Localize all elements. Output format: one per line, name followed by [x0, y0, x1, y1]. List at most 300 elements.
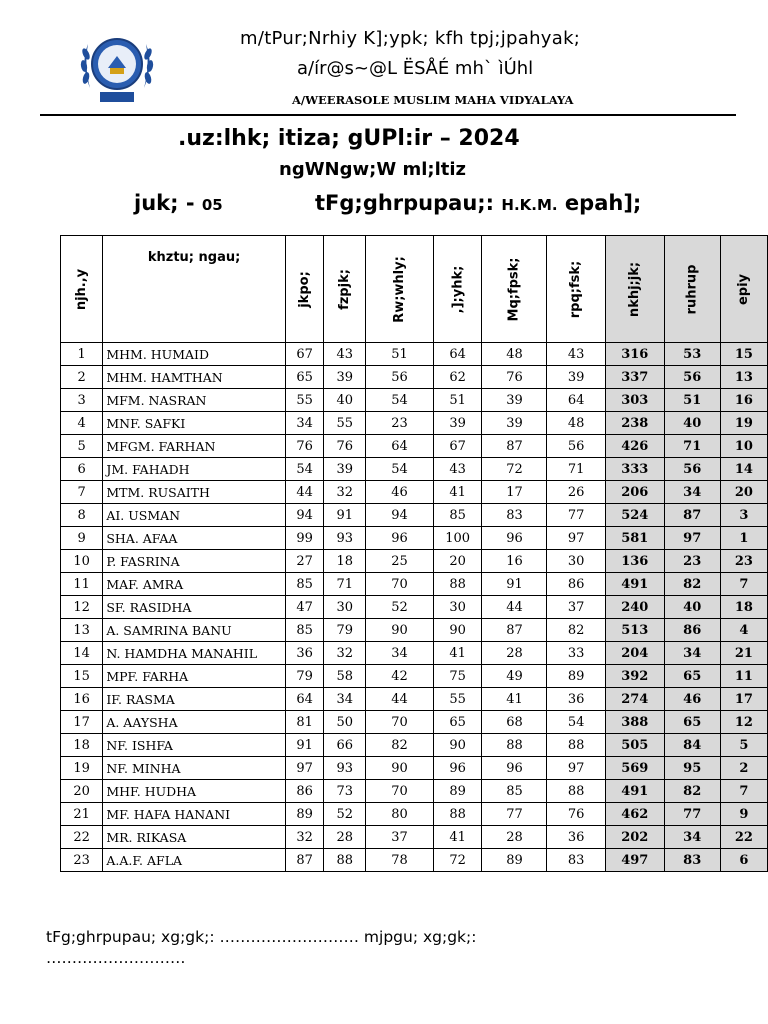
mark-cell: 46: [366, 481, 434, 504]
table-row: [61, 504, 768, 527]
mark-cell: 55: [285, 389, 324, 412]
mark-cell: 67: [433, 435, 482, 458]
mark-cell: 51: [433, 389, 482, 412]
table-row: [61, 849, 768, 872]
row-number-cell: 3: [61, 389, 103, 412]
mark-cell: 51: [366, 343, 434, 366]
mark-cell: 30: [547, 550, 605, 573]
total-cell: 337: [605, 366, 664, 389]
student-name-cell: MTM. RUSAITH: [103, 481, 286, 504]
average-cell: 65: [664, 665, 720, 688]
table-row: [61, 665, 768, 688]
mark-cell: 71: [324, 573, 366, 596]
mark-cell: 79: [285, 665, 324, 688]
mark-cell: 89: [433, 780, 482, 803]
average-cell: 95: [664, 757, 720, 780]
mark-cell: 87: [482, 619, 547, 642]
total-cell: 316: [605, 343, 664, 366]
mark-cell: 97: [285, 757, 324, 780]
mark-cell: 28: [482, 642, 547, 665]
student-name-cell: MR. RIKASA: [103, 826, 286, 849]
average-cell: 40: [664, 596, 720, 619]
total-cell: 333: [605, 458, 664, 481]
row-number-cell: 14: [61, 642, 103, 665]
mark-cell: 48: [547, 412, 605, 435]
average-cell: 56: [664, 458, 720, 481]
mark-cell: 23: [366, 412, 434, 435]
row-number-cell: 10: [61, 550, 103, 573]
table-row: [61, 711, 768, 734]
mark-cell: 64: [433, 343, 482, 366]
table-row: [61, 527, 768, 550]
table-row: [61, 343, 768, 366]
mark-cell: 43: [433, 458, 482, 481]
mark-cell: 96: [482, 527, 547, 550]
student-name-cell: MAF. AMRA: [103, 573, 286, 596]
mark-cell: 91: [324, 504, 366, 527]
col-header-no: njh.,y: [61, 236, 103, 343]
average-cell: 51: [664, 389, 720, 412]
student-name-cell: A.A.F. AFLA: [103, 849, 286, 872]
col-header-average: ruhrup: [664, 236, 720, 343]
table-row: [61, 780, 768, 803]
row-number-cell: 21: [61, 803, 103, 826]
mark-cell: 79: [324, 619, 366, 642]
student-name-cell: A. SAMRINA BANU: [103, 619, 286, 642]
student-name-cell: SHA. AFAA: [103, 527, 286, 550]
col-header-subject: jkpo;: [285, 236, 324, 343]
rank-cell: 22: [720, 826, 767, 849]
mark-cell: 85: [482, 780, 547, 803]
average-cell: 82: [664, 573, 720, 596]
total-cell: 274: [605, 688, 664, 711]
mark-cell: 83: [547, 849, 605, 872]
mark-cell: 77: [482, 803, 547, 826]
table-row: [61, 619, 768, 642]
average-cell: 34: [664, 642, 720, 665]
rank-cell: 17: [720, 688, 767, 711]
rank-cell: 11: [720, 665, 767, 688]
table-row: [61, 826, 768, 849]
mark-cell: 85: [433, 504, 482, 527]
total-cell: 581: [605, 527, 664, 550]
mark-cell: 66: [324, 734, 366, 757]
average-cell: 40: [664, 412, 720, 435]
col-header-total: nkhj;jk;: [605, 236, 664, 343]
average-cell: 84: [664, 734, 720, 757]
mark-cell: 76: [324, 435, 366, 458]
row-number-cell: 15: [61, 665, 103, 688]
rank-cell: 5: [720, 734, 767, 757]
total-cell: 303: [605, 389, 664, 412]
student-name-cell: N. HAMDHA MANAHIL: [103, 642, 286, 665]
mark-cell: 41: [482, 688, 547, 711]
mark-cell: 32: [285, 826, 324, 849]
mark-cell: 37: [366, 826, 434, 849]
average-cell: 46: [664, 688, 720, 711]
mark-cell: 40: [324, 389, 366, 412]
table-row: [61, 481, 768, 504]
mark-cell: 25: [366, 550, 434, 573]
mark-cell: 37: [547, 596, 605, 619]
mark-cell: 30: [324, 596, 366, 619]
row-number-cell: 7: [61, 481, 103, 504]
total-cell: 462: [605, 803, 664, 826]
exam-subtitle: ngWNgw;W ml;ltiz: [279, 159, 466, 180]
table-row: [61, 734, 768, 757]
row-number-cell: 16: [61, 688, 103, 711]
mark-cell: 96: [482, 757, 547, 780]
mark-cell: 72: [482, 458, 547, 481]
total-cell: 426: [605, 435, 664, 458]
mark-cell: 36: [547, 688, 605, 711]
rank-cell: 18: [720, 596, 767, 619]
mark-cell: 39: [482, 389, 547, 412]
mark-cell: 88: [547, 780, 605, 803]
mark-cell: 86: [285, 780, 324, 803]
average-cell: 86: [664, 619, 720, 642]
table-row: [61, 389, 768, 412]
average-cell: 23: [664, 550, 720, 573]
col-header-rank: epiy: [720, 236, 767, 343]
mark-cell: 82: [547, 619, 605, 642]
mark-cell: 54: [547, 711, 605, 734]
teacher-name: epah];: [564, 191, 642, 215]
mark-cell: 96: [433, 757, 482, 780]
mark-cell: 97: [547, 527, 605, 550]
mark-cell: 80: [366, 803, 434, 826]
mark-cell: 54: [366, 458, 434, 481]
row-number-cell: 17: [61, 711, 103, 734]
mark-cell: 68: [482, 711, 547, 734]
student-name-cell: SF. RASIDHA: [103, 596, 286, 619]
mark-cell: 73: [324, 780, 366, 803]
rank-cell: 21: [720, 642, 767, 665]
rank-cell: 19: [720, 412, 767, 435]
table-row: [61, 458, 768, 481]
average-cell: 65: [664, 711, 720, 734]
mark-cell: 90: [366, 757, 434, 780]
rank-cell: 2: [720, 757, 767, 780]
mark-cell: 90: [433, 619, 482, 642]
col-header-subject: Mq;fpsk;: [482, 236, 547, 343]
mark-cell: 91: [285, 734, 324, 757]
mark-cell: 44: [482, 596, 547, 619]
average-cell: 87: [664, 504, 720, 527]
mark-cell: 89: [285, 803, 324, 826]
mark-cell: 48: [482, 343, 547, 366]
mark-cell: 32: [324, 481, 366, 504]
rank-cell: 12: [720, 711, 767, 734]
rank-cell: 7: [720, 573, 767, 596]
total-cell: 136: [605, 550, 664, 573]
mark-cell: 81: [285, 711, 324, 734]
mark-cell: 88: [324, 849, 366, 872]
mark-cell: 97: [547, 757, 605, 780]
mark-cell: 87: [285, 849, 324, 872]
table-header-row: [61, 236, 768, 343]
mark-cell: 85: [285, 619, 324, 642]
average-cell: 34: [664, 481, 720, 504]
average-cell: 71: [664, 435, 720, 458]
average-cell: 77: [664, 803, 720, 826]
table-row: [61, 573, 768, 596]
grade-value: 05: [201, 196, 223, 214]
total-cell: 392: [605, 665, 664, 688]
mark-cell: 91: [482, 573, 547, 596]
row-number-cell: 11: [61, 573, 103, 596]
mark-cell: 89: [547, 665, 605, 688]
mark-cell: 58: [324, 665, 366, 688]
mark-cell: 90: [433, 734, 482, 757]
mark-cell: 82: [366, 734, 434, 757]
mark-cell: 55: [324, 412, 366, 435]
mark-cell: 41: [433, 481, 482, 504]
average-cell: 34: [664, 826, 720, 849]
row-number-cell: 2: [61, 366, 103, 389]
student-name-cell: NF. ISHFA: [103, 734, 286, 757]
table-row: [61, 435, 768, 458]
rank-cell: 3: [720, 504, 767, 527]
mark-cell: 67: [285, 343, 324, 366]
row-number-cell: 22: [61, 826, 103, 849]
table-row: [61, 596, 768, 619]
mark-cell: 65: [285, 366, 324, 389]
col-header-subject: Rw;whly;: [366, 236, 434, 343]
table-row: [61, 412, 768, 435]
mark-cell: 88: [547, 734, 605, 757]
average-cell: 53: [664, 343, 720, 366]
mark-cell: 64: [285, 688, 324, 711]
mark-cell: 52: [366, 596, 434, 619]
col-header-subject: rpq;fsk;: [547, 236, 605, 343]
col-header-subject: fzpjk;: [324, 236, 366, 343]
average-cell: 97: [664, 527, 720, 550]
teacher-label: tFg;ghrpupau;:: [315, 191, 495, 215]
mark-cell: 54: [366, 389, 434, 412]
rank-cell: 7: [720, 780, 767, 803]
average-cell: 56: [664, 366, 720, 389]
mark-cell: 56: [366, 366, 434, 389]
mark-cell: 34: [366, 642, 434, 665]
row-number-cell: 8: [61, 504, 103, 527]
mark-cell: 88: [482, 734, 547, 757]
mark-cell: 34: [324, 688, 366, 711]
mark-cell: 85: [285, 573, 324, 596]
row-number-cell: 18: [61, 734, 103, 757]
rank-cell: 6: [720, 849, 767, 872]
mark-cell: 88: [433, 573, 482, 596]
mark-cell: 33: [547, 642, 605, 665]
col-header-name: khztu; ngau;: [103, 236, 286, 343]
mark-cell: 39: [547, 366, 605, 389]
student-name-cell: IF. RASMA: [103, 688, 286, 711]
total-cell: 497: [605, 849, 664, 872]
mark-cell: 75: [433, 665, 482, 688]
total-cell: 524: [605, 504, 664, 527]
mark-cell: 39: [482, 412, 547, 435]
mark-cell: 41: [433, 826, 482, 849]
row-number-cell: 13: [61, 619, 103, 642]
mark-cell: 71: [547, 458, 605, 481]
school-address-tamil: a/ír@s~@L ËSÅÉ mh` ìÚhl: [297, 58, 534, 79]
signature-dots: ………………………: [46, 949, 186, 967]
average-cell: 82: [664, 780, 720, 803]
total-cell: 204: [605, 642, 664, 665]
table-row: [61, 642, 768, 665]
row-number-cell: 23: [61, 849, 103, 872]
grade-teacher-row: [134, 191, 642, 215]
row-number-cell: 19: [61, 757, 103, 780]
mark-cell: 17: [482, 481, 547, 504]
mark-cell: 88: [433, 803, 482, 826]
mark-cell: 36: [547, 826, 605, 849]
teacher-initials: H.K.M.: [501, 196, 558, 214]
student-name-cell: MPF. FARHA: [103, 665, 286, 688]
mark-cell: 70: [366, 711, 434, 734]
mark-cell: 78: [366, 849, 434, 872]
student-name-cell: MF. HAFA HANANI: [103, 803, 286, 826]
rank-cell: 10: [720, 435, 767, 458]
student-name-cell: AI. USMAN: [103, 504, 286, 527]
mark-cell: 28: [324, 826, 366, 849]
mark-cell: 94: [366, 504, 434, 527]
total-cell: 505: [605, 734, 664, 757]
student-name-cell: MHF. HUDHA: [103, 780, 286, 803]
mark-cell: 39: [433, 412, 482, 435]
student-name-cell: JM. FAHADH: [103, 458, 286, 481]
mark-cell: 100: [433, 527, 482, 550]
mark-cell: 36: [285, 642, 324, 665]
student-name-cell: NF. MINHA: [103, 757, 286, 780]
marks-table: [60, 235, 768, 872]
mark-cell: 62: [433, 366, 482, 389]
mark-cell: 96: [366, 527, 434, 550]
rank-cell: 4: [720, 619, 767, 642]
mark-cell: 76: [482, 366, 547, 389]
mark-cell: 43: [547, 343, 605, 366]
mark-cell: 32: [324, 642, 366, 665]
average-cell: 83: [664, 849, 720, 872]
mark-cell: 77: [547, 504, 605, 527]
mark-cell: 50: [324, 711, 366, 734]
mark-cell: 16: [482, 550, 547, 573]
total-cell: 491: [605, 780, 664, 803]
school-logo: [78, 26, 156, 108]
rank-cell: 9: [720, 803, 767, 826]
col-header-subject: ,];yhk;: [433, 236, 482, 343]
mark-cell: 27: [285, 550, 324, 573]
school-name-tamil: m/tPur;Nrhiy K];ypk; kfh tpj;jpahyak;: [240, 28, 581, 49]
student-name-cell: MFGM. FARHAN: [103, 435, 286, 458]
mark-cell: 99: [285, 527, 324, 550]
row-number-cell: 12: [61, 596, 103, 619]
total-cell: 388: [605, 711, 664, 734]
header-divider: [40, 114, 736, 116]
mark-cell: 49: [482, 665, 547, 688]
mark-cell: 83: [482, 504, 547, 527]
table-row: [61, 366, 768, 389]
school-name-english: A/WEERASOLE MUSLIM MAHA VIDYALAYA: [292, 93, 574, 107]
signature-line: tFg;ghrpupau; xg;gk;: ……………………… mjpgu; xg;gk;:: [46, 928, 477, 946]
mark-cell: 76: [547, 803, 605, 826]
mark-cell: 86: [547, 573, 605, 596]
total-cell: 513: [605, 619, 664, 642]
grade-label: juk; -: [134, 191, 195, 215]
table-row: [61, 550, 768, 573]
mark-cell: 41: [433, 642, 482, 665]
rank-cell: 15: [720, 343, 767, 366]
mark-cell: 55: [433, 688, 482, 711]
row-number-cell: 4: [61, 412, 103, 435]
total-cell: 491: [605, 573, 664, 596]
rank-cell: 20: [720, 481, 767, 504]
mark-cell: 28: [482, 826, 547, 849]
total-cell: 206: [605, 481, 664, 504]
row-number-cell: 1: [61, 343, 103, 366]
mark-cell: 87: [482, 435, 547, 458]
rank-cell: 1: [720, 527, 767, 550]
table-row: [61, 688, 768, 711]
mark-cell: 90: [366, 619, 434, 642]
mark-cell: 18: [324, 550, 366, 573]
student-name-cell: A. AAYSHA: [103, 711, 286, 734]
mark-cell: 72: [433, 849, 482, 872]
class-teacher: [315, 191, 641, 215]
mark-cell: 26: [547, 481, 605, 504]
mark-cell: 42: [366, 665, 434, 688]
student-name-cell: P. FASRINA: [103, 550, 286, 573]
table-row: [61, 803, 768, 826]
rank-cell: 16: [720, 389, 767, 412]
mark-cell: 89: [482, 849, 547, 872]
mark-cell: 30: [433, 596, 482, 619]
mark-cell: 44: [366, 688, 434, 711]
student-name-cell: MHM. HUMAID: [103, 343, 286, 366]
total-cell: 240: [605, 596, 664, 619]
mark-cell: 44: [285, 481, 324, 504]
mark-cell: 93: [324, 757, 366, 780]
mark-cell: 52: [324, 803, 366, 826]
student-name-cell: MHM. HAMTHAN: [103, 366, 286, 389]
student-name-cell: MFM. NASRAN: [103, 389, 286, 412]
mark-cell: 70: [366, 573, 434, 596]
mark-cell: 56: [547, 435, 605, 458]
mark-cell: 76: [285, 435, 324, 458]
mark-cell: 64: [366, 435, 434, 458]
rank-cell: 23: [720, 550, 767, 573]
total-cell: 202: [605, 826, 664, 849]
row-number-cell: 5: [61, 435, 103, 458]
rank-cell: 14: [720, 458, 767, 481]
mark-cell: 54: [285, 458, 324, 481]
mark-cell: 34: [285, 412, 324, 435]
table-row: [61, 757, 768, 780]
mark-cell: 94: [285, 504, 324, 527]
exam-title: .uz:lhk; itiza; gUPl:ir – 2024: [178, 126, 520, 151]
mark-cell: 20: [433, 550, 482, 573]
mark-cell: 70: [366, 780, 434, 803]
total-cell: 238: [605, 412, 664, 435]
mark-cell: 65: [433, 711, 482, 734]
student-name-cell: MNF. SAFKI: [103, 412, 286, 435]
mark-cell: 93: [324, 527, 366, 550]
row-number-cell: 9: [61, 527, 103, 550]
rank-cell: 13: [720, 366, 767, 389]
mark-cell: 39: [324, 366, 366, 389]
mark-cell: 43: [324, 343, 366, 366]
mark-cell: 47: [285, 596, 324, 619]
